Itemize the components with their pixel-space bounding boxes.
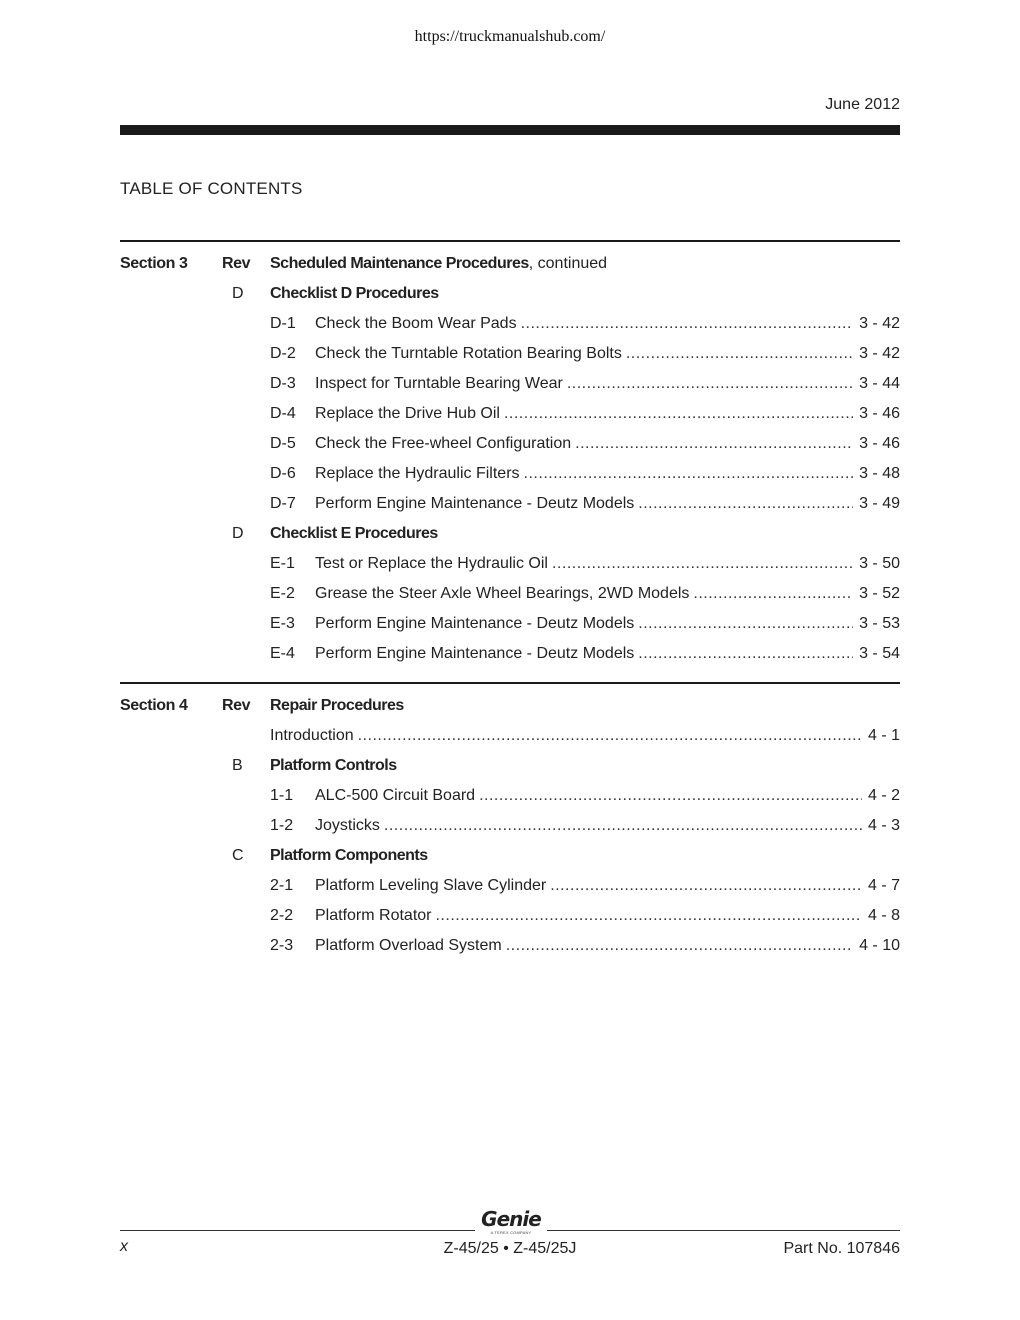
entry-number: D-5 — [270, 435, 296, 452]
toc-section-3 — [120, 249, 900, 669]
entry-title: Perform Engine Maintenance - Deutz Models — [315, 615, 635, 632]
section-divider — [120, 240, 900, 242]
dot-leader — [506, 931, 853, 961]
entry-title: ALC-500 Circuit Board — [315, 787, 476, 804]
toc-entry[interactable] — [120, 309, 900, 339]
toc-group-header — [120, 751, 900, 781]
toc-entry[interactable] — [120, 339, 900, 369]
entry-number: D-1 — [270, 315, 296, 332]
toc-entry[interactable] — [120, 459, 900, 489]
section-label: Section 3 — [120, 255, 188, 272]
entry-title: Check the Turntable Rotation Bearing Bolts — [315, 345, 622, 362]
entry-title: Test or Replace the Hydraulic Oil — [315, 555, 548, 572]
entry-title: Joysticks — [315, 817, 380, 834]
group-title-text: Checklist E Procedures — [270, 525, 438, 542]
entry-number: 2-1 — [270, 877, 294, 894]
group-rev: B — [232, 757, 243, 774]
rev-header: Rev — [222, 255, 251, 272]
model-name: Z-45/25 • Z-45/25J — [443, 1240, 577, 1257]
document-date: June 2012 — [825, 96, 900, 113]
source-url[interactable]: https://truckmanualshub.com/ — [414, 28, 606, 45]
logo-tagline: A TEREX COMPANY — [490, 1230, 532, 1235]
toc-entry-introduction[interactable] — [120, 721, 900, 751]
entry-number: D-4 — [270, 405, 296, 422]
entry-page: 4 - 7 — [867, 877, 900, 894]
section-label: Section 4 — [120, 697, 188, 714]
entry-title: Introduction — [270, 727, 354, 744]
entry-title: Replace the Drive Hub Oil — [315, 405, 500, 422]
entry-page: 4 - 8 — [867, 907, 900, 924]
entry-page: 4 - 1 — [867, 727, 900, 744]
toc-entry[interactable] — [120, 609, 900, 639]
entry-number: D-2 — [270, 345, 296, 362]
toc-entry[interactable] — [120, 811, 900, 841]
toc-section-4 — [120, 691, 900, 961]
header-bar — [120, 125, 900, 135]
entry-title: Platform Rotator — [315, 907, 432, 924]
part-number: Part No. 107846 — [783, 1240, 900, 1257]
entry-page: 3 - 49 — [859, 495, 900, 512]
footer-rule-left — [120, 1230, 475, 1231]
entry-page: 3 - 48 — [859, 465, 900, 482]
entry-page: 3 - 54 — [859, 645, 900, 662]
section-heading-suffix: , continued — [528, 255, 608, 272]
dot-leader — [504, 399, 853, 429]
page-number: x — [120, 1238, 128, 1255]
entry-page: 3 - 42 — [859, 345, 900, 362]
entry-page: 3 - 52 — [859, 585, 900, 602]
entry-title: Grease the Steer Axle Wheel Bearings, 2WD Models — [315, 585, 690, 602]
entry-number: E-4 — [270, 645, 295, 662]
section-heading-text: Scheduled Maintenance Procedures — [270, 255, 529, 272]
entry-title: Perform Engine Maintenance - Deutz Models — [315, 495, 635, 512]
entry-page: 4 - 10 — [859, 937, 900, 954]
group-title-text: Platform Components — [270, 847, 428, 864]
toc-group-header — [120, 279, 900, 309]
section-heading-text: Repair Procedures — [270, 697, 404, 714]
toc-entry[interactable] — [120, 399, 900, 429]
toc-entry[interactable] — [120, 369, 900, 399]
dot-leader — [552, 549, 853, 579]
group-title — [270, 519, 438, 549]
dot-leader — [567, 369, 853, 399]
group-title — [270, 279, 439, 309]
group-title-text: Platform Controls — [270, 757, 397, 774]
footer-rule-right — [547, 1230, 900, 1231]
entry-page: 3 - 50 — [859, 555, 900, 572]
section-header-row — [120, 691, 900, 721]
entry-number: 2-3 — [270, 937, 294, 954]
dot-leader — [479, 781, 862, 811]
page-title: TABLE OF CONTENTS — [120, 179, 303, 198]
toc-entry[interactable] — [120, 639, 900, 669]
toc-entry[interactable] — [120, 931, 900, 961]
entry-page: 4 - 2 — [867, 787, 900, 804]
toc-entry[interactable] — [120, 429, 900, 459]
entry-number: E-2 — [270, 585, 295, 602]
dot-leader — [550, 871, 862, 901]
toc-entry[interactable] — [120, 901, 900, 931]
toc-group-header — [120, 841, 900, 871]
entry-title: Platform Overload System — [315, 937, 502, 954]
section-heading — [270, 691, 404, 721]
rev-header: Rev — [222, 697, 251, 714]
entry-title: Replace the Hydraulic Filters — [315, 465, 520, 482]
entry-page: 3 - 46 — [859, 405, 900, 422]
dot-leader — [524, 459, 854, 489]
entry-title: Perform Engine Maintenance - Deutz Models — [315, 645, 635, 662]
toc-entry[interactable] — [120, 579, 900, 609]
entry-title: Platform Leveling Slave Cylinder — [315, 877, 547, 894]
dot-leader — [626, 339, 853, 369]
entry-number: 1-1 — [270, 787, 294, 804]
dot-leader — [638, 609, 853, 639]
entry-number: D-3 — [270, 375, 296, 392]
entry-number: E-1 — [270, 555, 295, 572]
dot-leader — [638, 489, 853, 519]
dot-leader — [384, 811, 862, 841]
section-header-row — [120, 249, 900, 279]
group-rev: D — [232, 525, 244, 542]
toc-entry[interactable] — [120, 489, 900, 519]
entry-title: Inspect for Turntable Bearing Wear — [315, 375, 563, 392]
entry-number: E-3 — [270, 615, 295, 632]
entry-number: D-6 — [270, 465, 296, 482]
group-rev: C — [232, 847, 244, 864]
entry-number: 2-2 — [270, 907, 294, 924]
dot-leader — [358, 721, 862, 751]
toc-entry[interactable] — [120, 781, 900, 811]
dot-leader — [575, 429, 853, 459]
group-title — [270, 751, 397, 781]
dot-leader — [693, 579, 853, 609]
toc-group-header — [120, 519, 900, 549]
section-divider — [120, 682, 900, 684]
entry-page: 3 - 42 — [859, 315, 900, 332]
entry-number: D-7 — [270, 495, 296, 512]
entry-page: 3 - 53 — [859, 615, 900, 632]
genie-logo — [475, 1208, 547, 1235]
dot-leader — [638, 639, 853, 669]
group-title-text: Checklist D Procedures — [270, 285, 439, 302]
toc-entry[interactable] — [120, 549, 900, 579]
dot-leader — [521, 309, 854, 339]
toc-entry[interactable] — [120, 871, 900, 901]
entry-title: Check the Free-wheel Configuration — [315, 435, 572, 452]
entry-page: 4 - 3 — [867, 817, 900, 834]
entry-number: 1-2 — [270, 817, 294, 834]
group-rev: D — [232, 285, 244, 302]
dot-leader — [435, 901, 862, 931]
entry-title: Check the Boom Wear Pads — [315, 315, 517, 332]
entry-page: 3 - 46 — [859, 435, 900, 452]
group-title — [270, 841, 428, 871]
logo-wordmark: Genie — [481, 1207, 541, 1231]
section-heading — [270, 249, 607, 279]
entry-page: 3 - 44 — [859, 375, 900, 392]
